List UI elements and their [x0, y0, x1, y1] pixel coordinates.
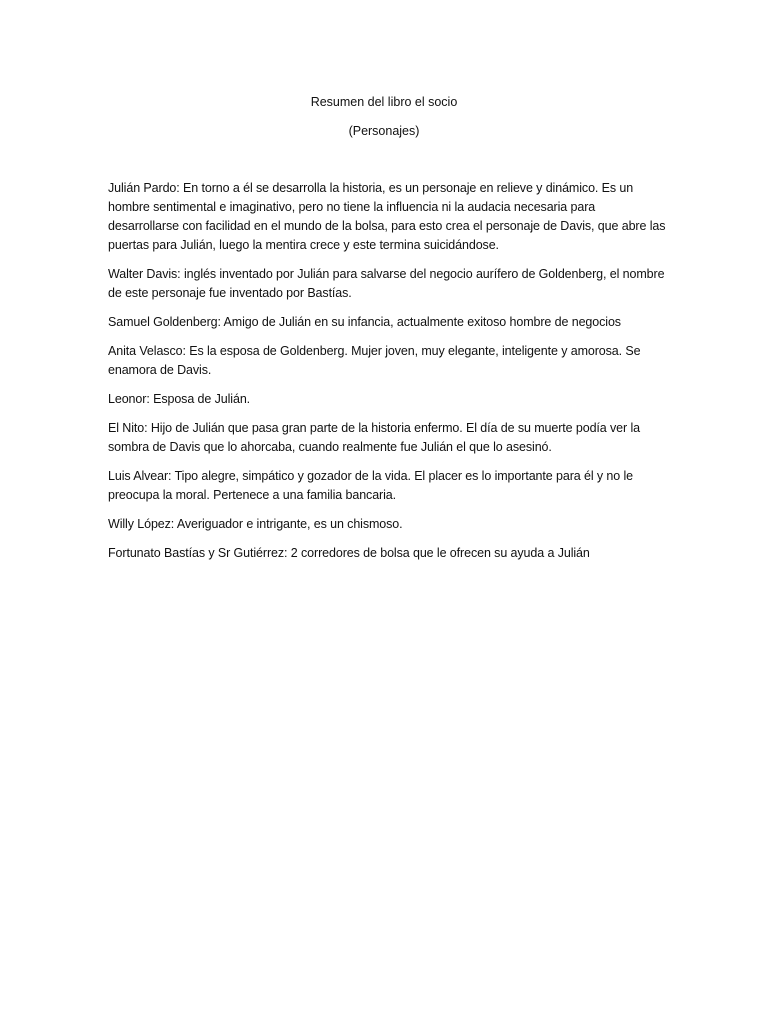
character-name: Leonor: [108, 392, 150, 406]
character-name: Willy López: [108, 517, 175, 531]
character-name: Fortunato Bastías y Sr Gutiérrez: [108, 546, 288, 560]
character-entry-julian-pardo [108, 179, 668, 255]
document-title: Resumen del libro el socio [310, 95, 458, 109]
character-name: Anita Velasco: [108, 344, 186, 358]
character-entry-walter-davis [108, 265, 668, 303]
character-description: En torno a él se desarrolla la historia, es un personaje en relieve y dinámico. Es un hombre sentimental e imaginativo, pero no tiene la influencia ni la audacia necesaria para desarrollarse con facilidad en el mundo de la bolsa, para esto crea el personaje de Davis, que abre las puertas para Julián, luego la mentira crece y este termina suicidándose. [108, 181, 666, 252]
character-list [108, 179, 668, 573]
character-name: Walter Davis: [108, 267, 181, 281]
character-description: inglés inventado por Julián para salvarse del negocio aurífero de Goldenberg, el nombre de este personaje fue inventado por Bastías. [108, 267, 665, 300]
character-entry-bastias-gutierrez [108, 544, 668, 563]
document-subtitle: (Personajes) [348, 124, 420, 138]
character-name: El Nito: [108, 421, 148, 435]
character-description: Amigo de Julián en su infancia, actualmente exitoso hombre de negocios [223, 315, 621, 329]
character-description: 2 corredores de bolsa que le ofrecen su ayuda a Julián [290, 546, 590, 560]
character-entry-willy-lopez [108, 515, 668, 534]
character-entry-el-nito [108, 419, 668, 457]
character-description: Esposa de Julián. [153, 392, 251, 406]
character-entry-luis-alvear [108, 467, 668, 505]
character-name: Julián Pardo: [108, 181, 180, 195]
character-entry-samuel-goldenberg [108, 313, 668, 332]
character-description: Es la esposa de Goldenberg. Mujer joven, muy elegante, inteligente y amorosa. Se enamora de Davis. [108, 344, 641, 377]
character-name: Samuel Goldenberg: [108, 315, 221, 329]
character-entry-anita-velasco [108, 342, 668, 380]
character-name: Luis Alvear: [108, 469, 172, 483]
character-description: Hijo de Julián que pasa gran parte de la historia enfermo. El día de su muerte podía ver la sombra de Davis que lo ahorcaba, cuando realmente fue Julián el que lo asesinó. [108, 421, 640, 454]
character-description: Averiguador e intrigante, es un chismoso. [176, 517, 403, 531]
character-entry-leonor [108, 390, 668, 409]
character-description: Tipo alegre, simpático y gozador de la vida. El placer es lo importante para él y no le preocupa la moral. Pertenece a una familia bancaria. [108, 469, 634, 502]
